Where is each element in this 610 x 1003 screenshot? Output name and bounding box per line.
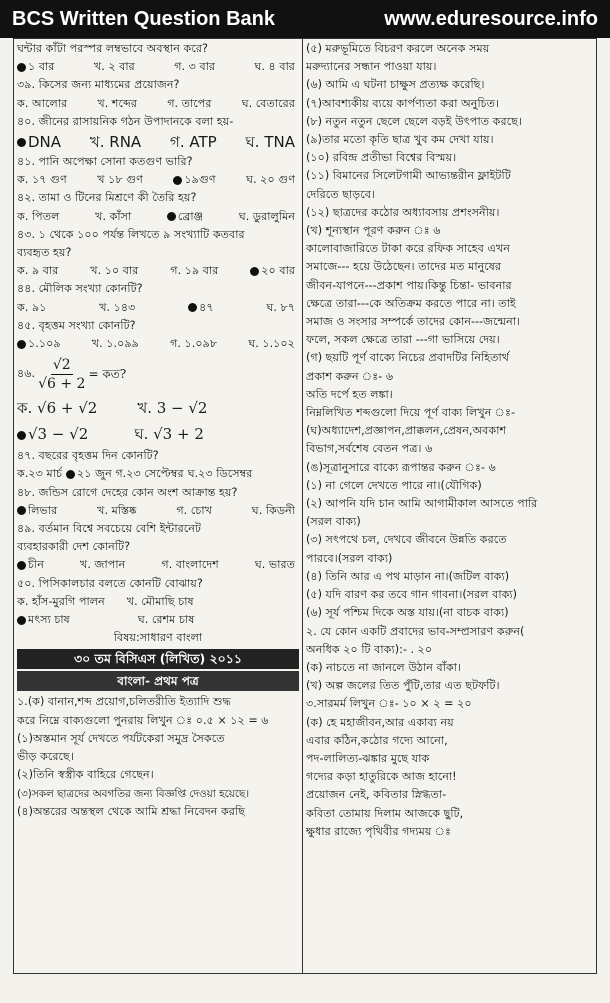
option-correct: ১ বার — [17, 58, 54, 76]
question-text: ব্যবহৃত হয়? — [17, 246, 72, 260]
question-text: ৪৩. ১ থেকে ১০০ পর্যন্ত লিখতে ৯ সংখ্যাটি কতবার — [17, 227, 245, 241]
subject-heading: বিষয়:সাধারণ বাংলা — [113, 631, 203, 645]
question-number: ৪৬. — [17, 367, 36, 381]
option: ক. √6 + √2 — [17, 399, 98, 418]
correct-answer-icon — [17, 431, 26, 440]
math-question — [17, 353, 299, 395]
sentence-item: (১) না গেলে দেখতে পারে না।(যৌগিক) — [306, 478, 482, 492]
option: ক. আলোর — [17, 96, 68, 110]
option: ঘ. বেতারের — [241, 96, 295, 110]
sentence-item: (২)তিনি স্বস্ত্রীক বাহিরে গেছেন। — [17, 768, 154, 782]
option: গ. ৩ বার — [174, 60, 216, 74]
answer-options — [17, 335, 299, 353]
option-correct: ১৯গুণ — [173, 171, 215, 189]
answer-options — [17, 465, 299, 483]
question-text: ৪৯. বর্তমান বিশ্বে সবচেয়ে বেশি ইন্টারনেট — [17, 522, 202, 536]
poem-line: কবিতা তোমায় দিলাম আজকে ছুটি, — [306, 806, 464, 820]
answer-options — [17, 502, 299, 520]
sentence-item: (৯)তার মতো কৃতি ছাত্র খুব কম দেখা যায়। — [306, 133, 494, 147]
sentence-item: (৬) আমি এ ঘটনা চাক্ষুস প্রত্যক্ষ করেছি। — [306, 78, 485, 92]
sentence-item: (সরল বাক্য) — [306, 515, 361, 529]
proverb: অতি দর্পে হত লঙ্কা। — [306, 387, 393, 401]
option-correct: ২১ জুন গ.২৩ সেপ্টেম্বর — [66, 465, 184, 483]
section-heading: (খ) শূন্যস্থান পূরণ করুন ঃ ৬ — [306, 224, 441, 238]
question-text: ঘন্টার কাঁটা পরস্পর লম্বভাবে অবস্থান করে? — [17, 42, 208, 55]
sentence-item: (৩) সৎপথে চল, দেখবে জীবনে উন্নতি করতে — [306, 533, 507, 547]
sentence-item: (১০) রবিন্দ্র প্রতীভা বিশ্বের বিস্ময়। — [306, 151, 457, 165]
option: খ. ২ বার — [93, 60, 135, 74]
question-text: ৫০. পিসিকালচার বলতে কোনটি বোঝায়? — [17, 576, 203, 590]
option-correct: লিভার — [17, 502, 57, 520]
option: খ. মৌমাছি চাষ — [126, 594, 194, 608]
option: খ. ১৪৩ — [99, 300, 136, 314]
sentence-item: পারবে।(সরল বাক্য) — [306, 551, 393, 565]
correct-answer-icon — [173, 176, 182, 185]
section-heading: (গ) ছয়টি পূর্ণ বাক্যে নিচের প্রবাদটির নিহিতার্থ — [306, 351, 510, 365]
sentence-item: (১)অস্তমান সূর্য দেখতে পর্যটকেরা সমুদ্র সৈকতে — [17, 731, 225, 745]
correct-answer-icon — [188, 303, 197, 312]
option: খ. 3 − √2 — [137, 399, 208, 418]
option: গ. বাংলাদেশ — [161, 558, 219, 572]
option: ঘ. √3 + 2 — [134, 425, 204, 444]
correct-answer-icon — [17, 506, 26, 515]
sentence-item: (৪)অন্তরের অন্তস্থল থেকে আমি শ্রদ্ধা নিবেদন করছি — [17, 804, 245, 818]
option: গ. ATP — [170, 133, 217, 152]
paper-banner: বাংলা- প্রথম পত্র — [17, 671, 299, 691]
answer-options — [17, 299, 299, 317]
option: গ. তাপের — [167, 96, 212, 110]
answer-options — [17, 421, 299, 447]
proverb: (ক) নাচতে না জানলে উঠান বাঁকা। — [306, 660, 462, 674]
option: ক.২৩ মার্চ — [17, 467, 62, 481]
paragraph-line: (ঘ)অধ্যাদেশ,প্রজ্ঞাপন,প্রাক্কলন,প্রেষন,অবকাশ — [306, 424, 507, 438]
option: গ. ১.০৯৮ — [170, 337, 218, 351]
header-site[interactable]: www.eduresource.info — [384, 7, 598, 30]
sentence-item: মরুদ্যানের সন্ধান পাওয়া যায়। — [306, 60, 437, 74]
answer-options — [17, 395, 299, 421]
answer-options — [17, 262, 299, 280]
question-text: ৩৯. কিসের জন্য মাধ্যমের প্রয়োজন? — [17, 78, 180, 92]
sentence-item: (৮) নতুন নতুন ছেলে ছেলে বড়ই উৎপাত করছে। — [306, 114, 522, 128]
paragraph-line: ফলে, সকল ক্ষেত্রে তারা ---গা ভাসিয়ে দেয়। — [306, 333, 500, 347]
paragraph-line: সমাজে--- হয়ে উঠেছেন। তাদের মত মানুষের — [306, 260, 502, 274]
correct-answer-icon — [17, 340, 26, 349]
sentence-item: (৪) তিনি আর এ পথ মাড়ান না।(জটিল বাক্য) — [306, 569, 510, 583]
option: খ. মস্তিষ্ক — [97, 503, 137, 517]
fraction — [38, 356, 85, 393]
page-header — [0, 0, 610, 38]
fraction-denominator: √6 + 2 — [38, 375, 86, 392]
option-correct: ব্রোঞ্জ — [167, 208, 203, 226]
exam-banner: ৩০ তম বিসিএস (লিখিত) ২০১১ — [17, 649, 299, 669]
sentence-item: (৬) সূর্য পশ্চিম দিকে অস্ত যায়।(না বাচক বাক্য) — [306, 606, 509, 620]
left-column — [17, 40, 299, 971]
poem-line: ক্ষুধার রাজ্যে পৃথিবীর গদ্যময় ঃ — [306, 824, 451, 838]
section-heading: ২. যে কোন একটি প্রবাদের ভাব-সম্প্রসারণ করুন( — [306, 624, 525, 638]
sentence-item: (১১) বিমানের সিলেটগামী আভ্যন্তরীন ফ্লাইটটি — [306, 169, 511, 183]
option: খ. কাঁসা — [95, 209, 132, 223]
option: খ. জাপান — [80, 558, 126, 572]
answer-options — [17, 171, 299, 189]
option: ঘ. ৪ বার — [254, 60, 295, 74]
option: ঘ.২৩ ডিসেম্বর — [187, 467, 253, 481]
option-correct: ১.১০৯ — [17, 335, 61, 353]
sentence-item: ভীড় করেছে। — [17, 750, 74, 764]
option-correct: মৎস্য চাষ — [17, 611, 70, 629]
option: খ. ১০ বার — [90, 264, 139, 278]
section-heading: ৩.সারমর্ম লিখুন ঃ- ১০ × ২ = ২০ — [306, 697, 472, 711]
answer-options — [17, 95, 299, 113]
question-text: ৪৫. বৃহত্তম সংখ্যা কোনটি? — [17, 318, 136, 332]
option: খ. RNA — [89, 133, 142, 152]
sentence-item: (১২) ছাত্রদের কঠোর অধ্যাবসায় প্রশংসনীয়। — [306, 205, 500, 219]
option: খ. শব্দের — [97, 96, 138, 110]
correct-answer-icon — [17, 561, 26, 570]
poem-line: এবার কঠিন,কঠোর গদ্যে আনো, — [306, 733, 448, 747]
question-text: ৪৪. মৌলিক সংখ্যা কোনটি? — [17, 282, 143, 296]
section-heading: প্রকাশ করুন ঃ- ৬ — [306, 369, 394, 383]
option: ক. ৯১ — [17, 300, 47, 314]
sentence-item: (৭)আবশ্যকীয় ব্যয়ে কার্পণ্যতা করা অনুচিত। — [306, 96, 500, 110]
sentence-item: (৫) মরুভূমিতে বিচরণ করলে অনেক সময় — [306, 42, 490, 55]
correct-answer-icon — [17, 63, 26, 72]
header-title: BCS Written Question Bank — [12, 7, 275, 30]
question-text: ব্যবহারকারী দেশ কোনটি? — [17, 540, 131, 554]
sentence-item: দেরিতে ছাড়বে। — [306, 187, 375, 201]
section-heading: নিম্নলিখিত শব্দগুলো দিয়ে পূর্ণ বাক্য লিখুন ঃ- — [306, 406, 515, 420]
answer-options — [17, 556, 299, 574]
option: ঘ. ডুরালুমিন — [238, 209, 295, 223]
poem-line: গদ্যের কড়া হাতুরিকে আজ হানো! — [306, 770, 457, 784]
answer-options — [17, 611, 299, 629]
correct-answer-icon — [17, 138, 26, 147]
poem-line: পদ-লালিত্য-ঝঙ্কার মুছে যাক — [306, 751, 430, 765]
question-text: ৪০. জীনের রাসায়নিক গঠন উপাদানকে বলা হয়- — [17, 114, 234, 128]
option-correct: DNA — [17, 131, 61, 153]
answer-options — [17, 208, 299, 226]
option: ক. হাঁস-মুরগি পালন — [17, 594, 105, 608]
sentence-item: (৩)সকল ছাত্রদের অবগতির জন্য বিজ্ঞপ্তি দেওয়া হয়েছে। — [17, 787, 250, 800]
question-text: ৪২. তামা ও টিনের মিশ্রণে কী তৈরি হয়? — [17, 191, 197, 205]
option: ঘ. TNA — [245, 133, 295, 152]
sentence-item: (৫) যদি বারণ কর তবে গান গাবনা।(সরল বাক্য) — [306, 588, 518, 602]
section-heading: (ঙ)সূত্রানুসারে বাক্যে রূপান্তর করুন ঃ- ৬ — [306, 460, 496, 474]
option: ঘ. ভারত — [254, 558, 295, 572]
sentence-item: (২) আপনি যদি চান আমি আগামীকাল আসতে পারি — [306, 497, 538, 511]
option: ক. ৯ বার — [17, 264, 59, 278]
option-correct: ২০ বার — [250, 262, 295, 280]
math-tail: = কত? — [88, 367, 127, 382]
option-correct: √3 − √2 — [17, 421, 88, 447]
paragraph-line: কালোবাজারিতে টাকা করে রফিক সাহেব এখন — [306, 242, 510, 256]
option-correct: চীন — [17, 556, 44, 574]
option: গ. চোখ — [176, 503, 212, 517]
option: খ ১৮ গুণ — [97, 173, 143, 187]
option: ঘ. রেশম চাষ — [137, 613, 195, 627]
fraction-numerator: √2 — [52, 356, 71, 373]
option: ঘ. ২০ গুণ — [246, 173, 295, 187]
option: ঘ. ১.১০২ — [248, 337, 295, 351]
option: ক. ১৭ গুণ — [17, 173, 67, 187]
paragraph-line: বিভাগ,সর্বশেষ বেতন পত্র। ৬ — [306, 442, 433, 456]
section-heading: অনধিক ২০ টি বাক্য):- . ২০ — [306, 642, 433, 656]
answer-options — [17, 593, 299, 611]
poem-line: (ক) হে মহাজীবন,আর একাব্য নয় — [306, 715, 454, 729]
correct-answer-icon — [17, 616, 26, 625]
column-divider — [302, 38, 303, 974]
option: গ. ১৯ বার — [170, 264, 219, 278]
poem-line: প্রয়োজন নেই, কবিতার স্নিগ্ধতা- — [306, 788, 447, 802]
option-correct: ৪৭ — [188, 299, 214, 317]
instruction-text: করে নিম্নে বাক্যগুলো পুনরায় লিখুন ঃ ০.৫ × ১২ = ৬ — [17, 713, 269, 727]
question-text: ৪৮. জন্ডিস রোগে দেহের কোন অংশ আক্রান্ত হয়? — [17, 485, 238, 499]
option: ঘ. কিডনী — [251, 503, 295, 517]
correct-answer-icon — [167, 212, 176, 221]
answer-options — [17, 58, 299, 76]
option: খ. ১.০৯৯ — [91, 337, 139, 351]
option: ঘ. ৮৭ — [266, 300, 295, 314]
answer-options — [17, 131, 299, 153]
question-text: ৪১. পানি অপেক্ষা সোনা কতগুণ ভারি? — [17, 155, 193, 169]
paragraph-line: ক্ষেত্রে তারা---কে অতিক্রম করতে পারে না। তাই — [306, 296, 516, 310]
instruction-text: ১.(ক) বানান,শব্দ প্রয়োগ,চলিতরীতি ইত্যাদি শুদ্ধ — [17, 695, 231, 709]
right-column — [306, 40, 596, 971]
correct-answer-icon — [250, 267, 259, 276]
paragraph-line: সমাজ ও সংসার সম্পর্কে তাদের কোন---জন্মেনা। — [306, 315, 520, 329]
question-text: ৪৭. বছরের বৃহত্তম দিন কোনটি? — [17, 449, 159, 463]
paragraph-line: জীবন-যাপনে---প্রকাশ পায়।কিন্তু চিন্তা- ভাবনার — [306, 278, 512, 292]
proverb: (খ) অল্প জলের তিত পুঁটি,তার এত ছটফটি। — [306, 679, 500, 693]
option: ক. পিতল — [17, 209, 60, 223]
correct-answer-icon — [66, 470, 75, 479]
